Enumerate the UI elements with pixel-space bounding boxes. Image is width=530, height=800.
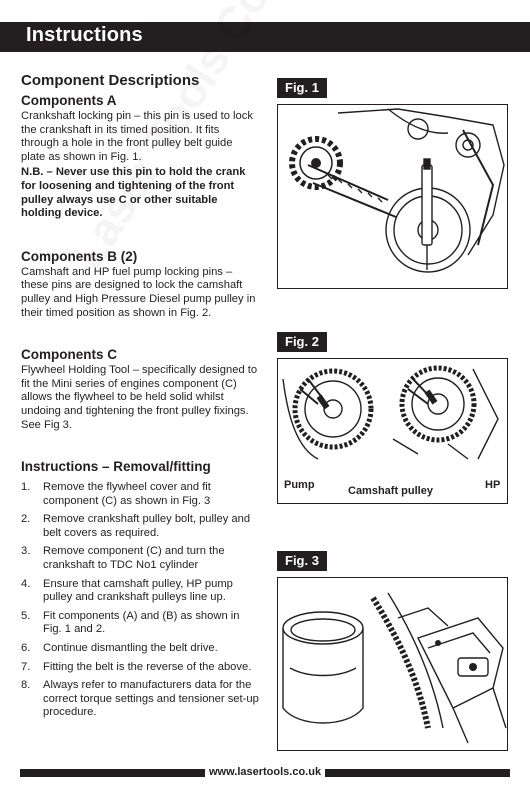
page-title: Instructions bbox=[26, 24, 143, 46]
footer-website-link[interactable]: www.lasertools.co.uk bbox=[205, 765, 325, 779]
fig2-caption-camshaft: Camshaft pulley bbox=[348, 485, 433, 497]
step-item: 5. Fit components (A) and (B) as shown in Fig. 1 and 2. bbox=[21, 609, 240, 636]
components-a-heading: Components A bbox=[21, 93, 117, 108]
step-item: 6. Continue dismantling the belt drive. bbox=[21, 642, 218, 655]
fig2-caption-hp: HP bbox=[485, 479, 501, 491]
fig1-label: Fig. 1 bbox=[277, 78, 327, 98]
instructions-heading: Instructions – Removal/fitting bbox=[21, 459, 211, 475]
fig2-illustration bbox=[277, 358, 508, 504]
components-a-text: Crankshaft locking pin – this pin is used to lock the crankshaft in its timed position. It fits through a hole in the front pulley belt guide plate as shown in Fig. 1. bbox=[21, 110, 253, 163]
components-a-note: N.B. – Never use this pin to hold the crank for loosening and tightening of the front pulley always use C or other suitable holding device. bbox=[21, 166, 246, 220]
fig1-illustration bbox=[277, 104, 508, 289]
step-item: 7. Fitting the belt is the reverse of the above. bbox=[21, 660, 252, 673]
components-c-text: Flywheel Holding Tool – specifically designed to fit the Mini series of engines component (C) allows the flywheel to be held solid whilst undoing and tightening the front pulley fixings. See Fig 3. bbox=[21, 364, 258, 431]
step-item: 1. Remove the flywheel cover and fit component (C) as shown in Fig. 3 bbox=[21, 481, 211, 507]
step-item: 3. Remove component (C) and turn the crankshaft to TDC No1 cylinder bbox=[21, 545, 225, 572]
fig2-caption-pump: Pump bbox=[284, 479, 315, 491]
step-item: 2. Remove crankshaft pulley bolt, pulley and belt covers as required. bbox=[21, 513, 251, 539]
components-b-text: Camshaft and HP fuel pump locking pins – these pins are designed to lock the camshaft pulley and High Pressure Diesel pump pulley in their timed position as shown in Fig. 2. bbox=[21, 265, 256, 319]
step-item: 8. Always refer to manufacturers data for the correct torque settings and tensioner set-up procedure. bbox=[21, 679, 259, 719]
instruction-steps bbox=[21, 481, 259, 720]
fig1-drawing bbox=[278, 105, 507, 288]
fig3-drawing bbox=[278, 578, 507, 750]
component-descriptions-heading: Component Descriptions bbox=[21, 72, 200, 89]
header-bar bbox=[0, 22, 530, 52]
left-column bbox=[21, 72, 259, 725]
fig3-illustration bbox=[277, 577, 508, 751]
fig2-label: Fig. 2 bbox=[277, 332, 327, 352]
components-b-heading: Components B (2) bbox=[21, 248, 138, 264]
step-item: 4. Ensure that camshaft pulley, HP pump pulley and crankshaft pulleys line up. bbox=[21, 577, 233, 604]
fig3-label: Fig. 3 bbox=[277, 551, 327, 571]
fig2-drawing bbox=[278, 359, 507, 469]
components-c-heading: Components C bbox=[21, 347, 117, 363]
